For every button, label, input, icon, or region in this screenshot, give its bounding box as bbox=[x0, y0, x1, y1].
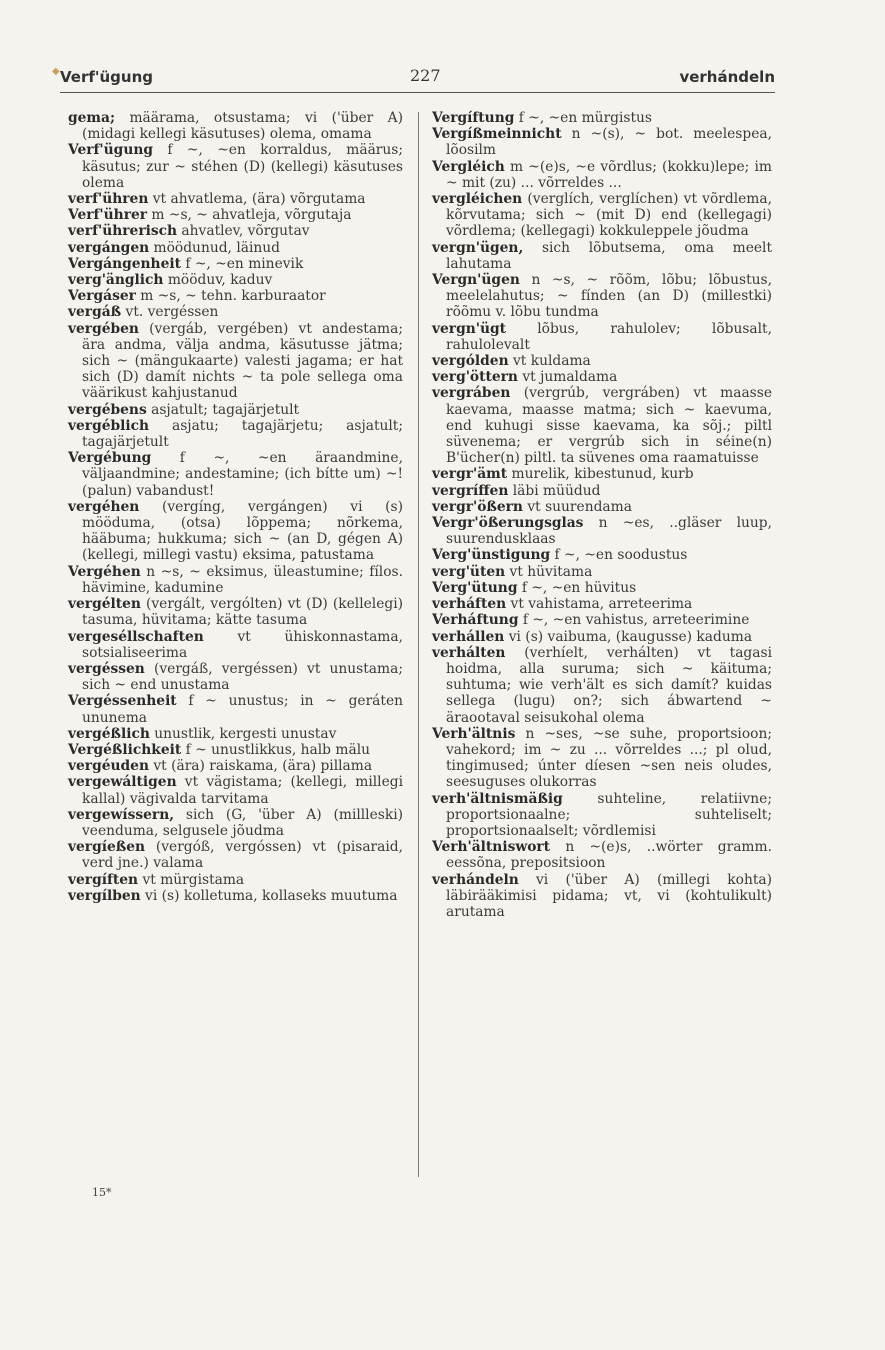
dictionary-entry: verhálten (verhíelt, verhálten) vt tagasi hoidma, alla suruma; sich ~ käituma; suhtuma; wie verh'ält es sich damít? kuidas sellega (lugu) on?; sich ábwartend ~ äraootaval seisukohal olema bbox=[432, 644, 772, 726]
dictionary-entry: Verf'ührer m ~s, ~ ahvatleja, võrgutaja bbox=[68, 207, 352, 224]
dictionary-entry: vergewáltigen vt vägistama; (kellegi, millegi kallal) vägivalda tarvitama bbox=[68, 774, 403, 807]
dictionary-entry: verháften vt vahistama, arreteerima bbox=[432, 596, 693, 613]
dictionary-entry: vergríffen läbi müüdud bbox=[432, 482, 601, 499]
dictionary-entry: vergéhen (vergíng, vergángen) vi (s) mööduma, (otsa) lõppema; nõrkema, hääbuma; hukkuma; sich ~ (an D, gégen A) (kellegi, millegi vastu) eksima, patustama bbox=[68, 498, 403, 564]
dictionary-entry: verhándeln vi ('über A) (millegi kohta) läbirääkimisi pidama; vt, vi (kohtulikult) arutama bbox=[432, 871, 772, 920]
dictionary-entry: vergélten (vergált, vergólten) vt (D) (kellelegi) tasuma, hüvitama; kätte tasuma bbox=[68, 596, 403, 629]
dictionary-entry: Vergáser m ~s, ~ tehn. karburaator bbox=[68, 288, 326, 305]
dictionary-entry: Vergéßlichkeit f ~ unustlikkus, halb mälu bbox=[68, 741, 371, 758]
dictionary-entry: Vergébung f ~, ~en äraandmine, väljaandmine; andestamine; (ich bítte um) ~! (palun) vabandust! bbox=[68, 450, 403, 499]
dictionary-entry: Vergéhen n ~s, ~ eksimus, üleastumine; fílos. hävimine, kadumine bbox=[68, 563, 403, 596]
dictionary-entry: verg'üten vt hüvitama bbox=[432, 563, 593, 580]
dictionary-entry: Vergángenheit f ~, ~en minevik bbox=[68, 255, 304, 272]
dictionary-entry: vergéblich asjatu; tagajärjetu; asjatult; tagajärjetult bbox=[68, 417, 403, 451]
dictionary-entry: verg'änglich mööduv, kaduv bbox=[68, 272, 273, 289]
dictionary-entry: vergébens asjatult; tagajärjetult bbox=[68, 401, 300, 418]
dictionary-entry: verhállen vi (s) vaibuma, (kaugusse) kaduma bbox=[432, 628, 753, 645]
dictionary-entry: vergében (vergáb, vergében) vt andestama; ära andma, välja andma, käsutusse jätma; sich ~ (mängukaarte) valesti jagama; er hat sich (D) damít nichts ~ ta pole sellega oma väärikust kahjustanud bbox=[68, 320, 403, 402]
dictionary-entry: Verg'ünstigung f ~, ~en soodustus bbox=[432, 547, 688, 564]
page-header bbox=[52, 64, 775, 93]
dictionary-entry: vergéßlich unustlik, kergesti unustav bbox=[68, 725, 337, 742]
dictionary-entry: vergíeßen (vergóß, vergóssen) vt (pisaraid, verd jne.) valama bbox=[68, 839, 403, 872]
dictionary-entry: vergráben (vergrúb, vergráben) vt maasse kaevama, maasse matma; sich ~ kaevuma, end kuhugi sisse kaevama, ka sõj.; piltl süvenema; er vergrúb sich in séine(n) B'ücher(n) piltl. ta süvenes oma raamatuisse bbox=[432, 385, 772, 467]
margin-mark-icon: ◆ bbox=[52, 66, 60, 77]
dictionary-entry: verf'ühren vt ahvatlema, (ära) võrgutama bbox=[68, 191, 366, 208]
dictionary-entry: Vergéssenheit f ~ unustus; in ~ geráten ununema bbox=[68, 693, 403, 726]
dictionary-entry: verh'ältnismäßig suhteline, relatiivne; proportsionaalne; suhteliselt; proportsionaalselt; võrdlemisi bbox=[432, 790, 772, 839]
column-divider bbox=[418, 112, 419, 1177]
dictionary-entry: Vergíftung f ~, ~en mürgistus bbox=[432, 110, 652, 126]
dictionary-entry: Vergr'ößerungsglas n ~es, ..gläser luup, suurendusklaas bbox=[432, 515, 772, 548]
dictionary-entry: vergr'ößern vt suurendama bbox=[432, 498, 632, 515]
dictionary-entry: Verháftung f ~, ~en vahistus, arreteerimine bbox=[432, 612, 750, 629]
dictionary-entry: Verg'ütung f ~, ~en hüvitus bbox=[432, 579, 637, 596]
dictionary-entry: vergéuden vt (ära) raiskama, (ära) pillama bbox=[68, 758, 373, 775]
dictionary-entry: vergr'ämt murelik, kibestunud, kurb bbox=[432, 466, 694, 483]
dictionary-entry: Verh'ältniswort n ~(e)s, ..wörter gramm. eessõna, prepositsioon bbox=[432, 839, 772, 872]
dictionary-entry: vergángen möödunud, läinud bbox=[68, 239, 280, 256]
dictionary-entry: vergeséllschaften vt ühiskonnastama, sotsialiseerima bbox=[68, 628, 403, 661]
signature-mark: 15* bbox=[92, 1186, 112, 1199]
dictionary-entry: vergáß vt. vergéssen bbox=[68, 304, 219, 321]
dictionary-entry: vergólden vt kuldama bbox=[432, 353, 591, 370]
dictionary-entry: gema; määrama, otsustama; vi ('über A) (midagi kellegi käsutuses) olema, omama bbox=[68, 110, 403, 143]
dictionary-entry: Vergíßmeinnicht n ~(s), ~ bot. meelespea, lõosilm bbox=[432, 126, 772, 159]
left-column bbox=[68, 110, 403, 904]
dictionary-entry: Vergléich m ~(e)s, ~e võrdlus; (kokku)lepe; im ~ mit (zu) ... võrreldes ... bbox=[432, 158, 772, 191]
right-column bbox=[432, 110, 772, 920]
dictionary-entry: vergéssen (vergáß, vergéssen) vt unustama; sich ~ end unustama bbox=[68, 660, 403, 694]
dictionary-entry: vergléichen (verglích, verglíchen) vt võrdlema, kõrvutama; sich ~ (mit D) end (kellegagi) võrdlema; (kellegagi) kokkuleppele jõudma bbox=[432, 191, 772, 240]
header-last-word: verhándeln bbox=[679, 68, 775, 86]
header-first-word: Verf'ügung bbox=[60, 68, 153, 86]
dictionary-entry: Vergn'ügen n ~s, ~ rõõm, lõbu; lõbustus, meelelahutus; ~ fínden (an D) (millestki) rõõmu v. lõbu tundma bbox=[432, 272, 772, 321]
page-number: 227 bbox=[410, 66, 441, 85]
dictionary-entry: Verf'ügung f ~, ~en korraldus, määrus; käsutus; zur ~ stéhen (D) (kellegi) käsutuses olema bbox=[68, 142, 403, 191]
dictionary-entry: vergewíssern, sich (G, 'über A) (millleski) veenduma, selgusele jõudma bbox=[68, 806, 403, 839]
dictionary-entry: vergn'ügt lõbus, rahulolev; lõbusalt, rahulolevalt bbox=[432, 320, 772, 353]
dictionary-entry: verf'ührerisch ahvatlev, võrgutav bbox=[68, 223, 310, 240]
dictionary-entry: verg'öttern vt jumaldama bbox=[432, 369, 618, 386]
dictionary-entry: vergíften vt mürgistama bbox=[68, 871, 245, 888]
dictionary-entry: Verh'ältnis n ~ses, ~se suhe, proportsioon; vahekord; im ~ zu ... võrreldes ...; pl olud, tingimused; únter díesen ~sen neis oludes, seesuguses olukorras bbox=[432, 725, 772, 791]
dictionary-entry: vergílben vi (s) kolletuma, kollaseks muutuma bbox=[68, 887, 398, 904]
dictionary-entry: vergn'ügen, sich lõbutsema, oma meelt lahutama bbox=[432, 239, 772, 272]
